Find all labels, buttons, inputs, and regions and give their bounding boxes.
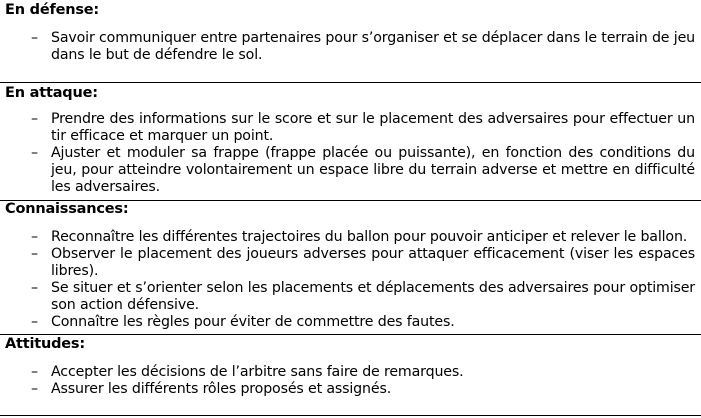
list-item [0, 364, 701, 381]
list-item [0, 111, 701, 145]
section-attack [0, 82, 701, 201]
section-heading: En défense: [5, 2, 100, 18]
dash-bullet: – [31, 229, 38, 245]
list-item-text: Connaître les règles pour éviter de commettre des fautes. [51, 314, 455, 330]
list-item [0, 30, 701, 64]
list-item-text: Savoir communiquer entre partenaires pour s’organiser et se déplacer dans le terrain de jeu dans le but de défendre le sol. [51, 30, 695, 63]
dash-bullet: – [31, 314, 38, 330]
dash-bullet: – [31, 364, 38, 380]
section-heading: Connaissances: [5, 201, 129, 217]
list-item-text: Accepter les décisions de l’arbitre sans faire de remarques. [51, 364, 464, 380]
list-item-text: Se situer et s’orienter selon les placements et déplacements des adversaires pour optimiser son action défensive. [51, 280, 695, 313]
section-heading: En attaque: [5, 85, 98, 101]
list-item [0, 280, 701, 314]
bullet-list [0, 364, 701, 398]
dash-bullet: – [31, 381, 38, 397]
list-item [0, 229, 701, 246]
list-item [0, 145, 701, 196]
dash-bullet: – [31, 246, 38, 262]
section-attitudes [0, 334, 701, 416]
list-item [0, 381, 701, 398]
section-knowledge [0, 200, 701, 335]
list-item-text: Assurer les différents rôles proposés et assignés. [51, 381, 392, 397]
dash-bullet: – [31, 30, 38, 46]
section-heading: Attitudes: [5, 336, 85, 352]
list-item [0, 314, 701, 331]
bullet-list [0, 229, 701, 331]
bullet-list [0, 30, 701, 64]
dash-bullet: – [31, 145, 38, 161]
section-defense [0, 0, 701, 82]
bullet-list [0, 111, 701, 196]
list-item-text: Reconnaître les différentes trajectoires du ballon pour pouvoir anticiper et relever le ballon. [51, 229, 688, 245]
list-item-text: Ajuster et moduler sa frappe (frappe placée ou puissante), en fonction des conditions du jeu, pour atteindre volontairement un espace libre du terrain adverse et mettre en difficulté les adversaires. [51, 145, 695, 195]
list-item-text: Observer le placement des joueurs adverses pour attaquer efficacement (viser les espaces libres). [51, 246, 695, 279]
dash-bullet: – [31, 111, 38, 127]
dash-bullet: – [31, 280, 38, 296]
list-item [0, 246, 701, 280]
list-item-text: Prendre des informations sur le score et sur le placement des adversaires pour effectuer un tir efficace et marquer un point. [51, 111, 695, 144]
